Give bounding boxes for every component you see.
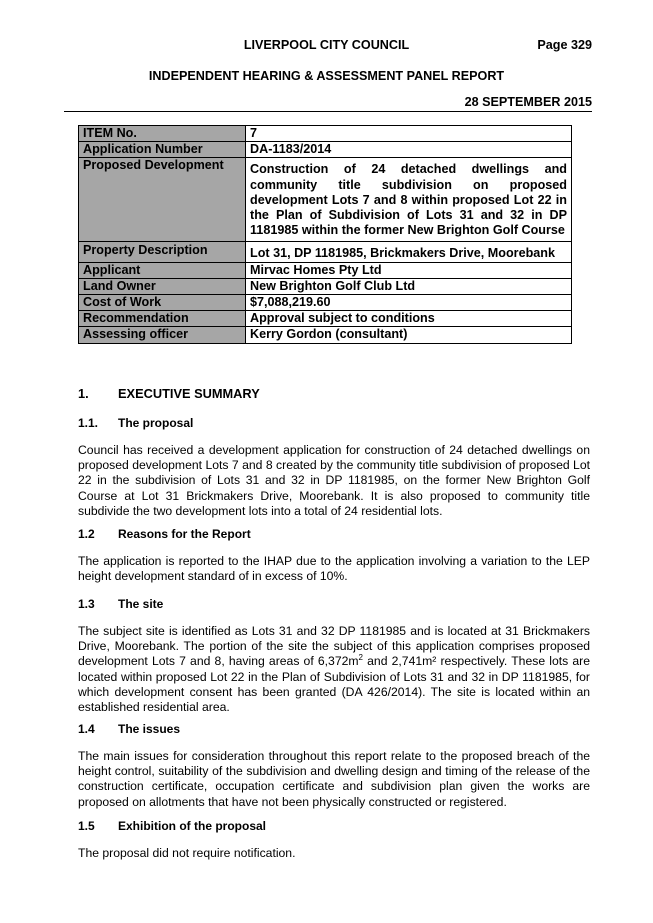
exhibition-paragraph: The proposal did not require notification. — [78, 846, 296, 860]
section-title: The site — [118, 597, 164, 611]
issues-paragraph: The main issues for consideration throughout this report relate to the proposed breach of the height control, suitability of the subdivision and dwelling design and timing of the release of the construction certificate, occupation certificate and subdivision plan given the works are proposed on allotments that have not been physically constructed or registered. — [78, 749, 590, 809]
row-label: Proposed Development — [79, 158, 246, 242]
section-heading-exhibition — [78, 819, 590, 833]
section-heading-site — [78, 597, 590, 611]
proposal-paragraph: Council has received a development application for construction of 24 detached dwellings on proposed development Lots 7 and 8 created by the community title subdivision of proposed Lot 22 in the subdivision of Lots 31 and 32 in DP 1181985, on the former New Brighton Golf Course at Lot 31 Brickmakers Drive, Moorebank. It is also proposed to community title subdivide the two development lots into a total of 24 residential lots. — [78, 443, 590, 518]
row-label: Recommendation — [79, 311, 246, 327]
row-value: New Brighton Golf Club Ltd — [246, 278, 572, 294]
site-paragraph — [78, 624, 590, 715]
row-value: Kerry Gordon (consultant) — [246, 327, 572, 343]
table-row — [79, 242, 572, 262]
report-title: INDEPENDENT HEARING & ASSESSMENT PANEL REPORT — [148, 69, 505, 83]
row-label: ITEM No. — [79, 126, 246, 142]
row-label: Application Number — [79, 142, 246, 158]
table-row — [79, 262, 572, 278]
section-heading-proposal — [78, 416, 590, 430]
section-number: 1. — [78, 386, 89, 401]
report-date: 28 SEPTEMBER 2015 — [464, 95, 592, 109]
section-heading-executive-summary — [78, 386, 590, 401]
section-title: Reasons for the Report — [118, 527, 251, 541]
row-value: DA-1183/2014 — [246, 142, 572, 158]
reasons-paragraph: The application is reported to the IHAP due to the application involving a variation to the LEP height development standard of in excess of 10%. — [78, 554, 590, 584]
row-value: $7,088,219.60 — [246, 295, 572, 311]
table-row — [79, 311, 572, 327]
table-row — [79, 142, 572, 158]
section-number: 1.4 — [78, 722, 95, 736]
section-title: The proposal — [118, 416, 194, 430]
section-number: 1.2 — [78, 527, 95, 541]
council-name: LIVERPOOL CITY COUNCIL — [243, 38, 410, 52]
superscript: 2 — [358, 653, 363, 663]
row-label: Property Description — [79, 242, 246, 262]
table-row — [79, 126, 572, 142]
page-number: Page 329 — [537, 38, 592, 52]
row-value: Mirvac Homes Pty Ltd — [246, 262, 572, 278]
section-heading-reasons — [78, 527, 590, 541]
section-title: Exhibition of the proposal — [118, 819, 266, 833]
table-row — [79, 158, 572, 242]
section-number: 1.3 — [78, 597, 95, 611]
table-row — [79, 327, 572, 343]
section-title: The issues — [118, 722, 181, 736]
row-value: Approval subject to conditions — [246, 311, 572, 327]
table-row — [79, 295, 572, 311]
row-value: 7 — [246, 126, 572, 142]
row-label: Land Owner — [79, 278, 246, 294]
row-label: Applicant — [79, 262, 246, 278]
table-row — [79, 278, 572, 294]
section-title: EXECUTIVE SUMMARY — [118, 386, 260, 401]
header-rule — [64, 111, 592, 112]
row-label: Cost of Work — [79, 295, 246, 311]
section-heading-issues — [78, 722, 590, 736]
site-text-part: and 2,741m² respectively. These lots are located within proposed Lot 22 in the Plan of Subdivision of Lots 31 and 32 in DP 1181985, for which development consent has been granted (DA 426/2014). The site is located within an established residential area. — [78, 654, 590, 715]
application-info-table — [78, 125, 572, 344]
row-value: Lot 31, DP 1181985, Brickmakers Drive, Moorebank — [246, 242, 572, 262]
row-value: Construction of 24 detached dwellings and community title subdivision on proposed development Lots 7 and 8 within proposed Lot 22 in the Plan of Subdivision of Lots 31 and 32 in DP 1181985 within the former New Brighton Golf Course — [246, 158, 572, 242]
section-number: 1.1. — [78, 416, 99, 430]
row-label: Assessing officer — [79, 327, 246, 343]
section-number: 1.5 — [78, 819, 95, 833]
site-text-part: The subject site is identified as Lots 31 and 32 DP 1181985 and is located at 31 Brickmakers Drive, Moorebank. The portion of the site the subject of this application comprises proposed development Lots 7 and 8, having areas of 6,372m — [78, 624, 590, 669]
